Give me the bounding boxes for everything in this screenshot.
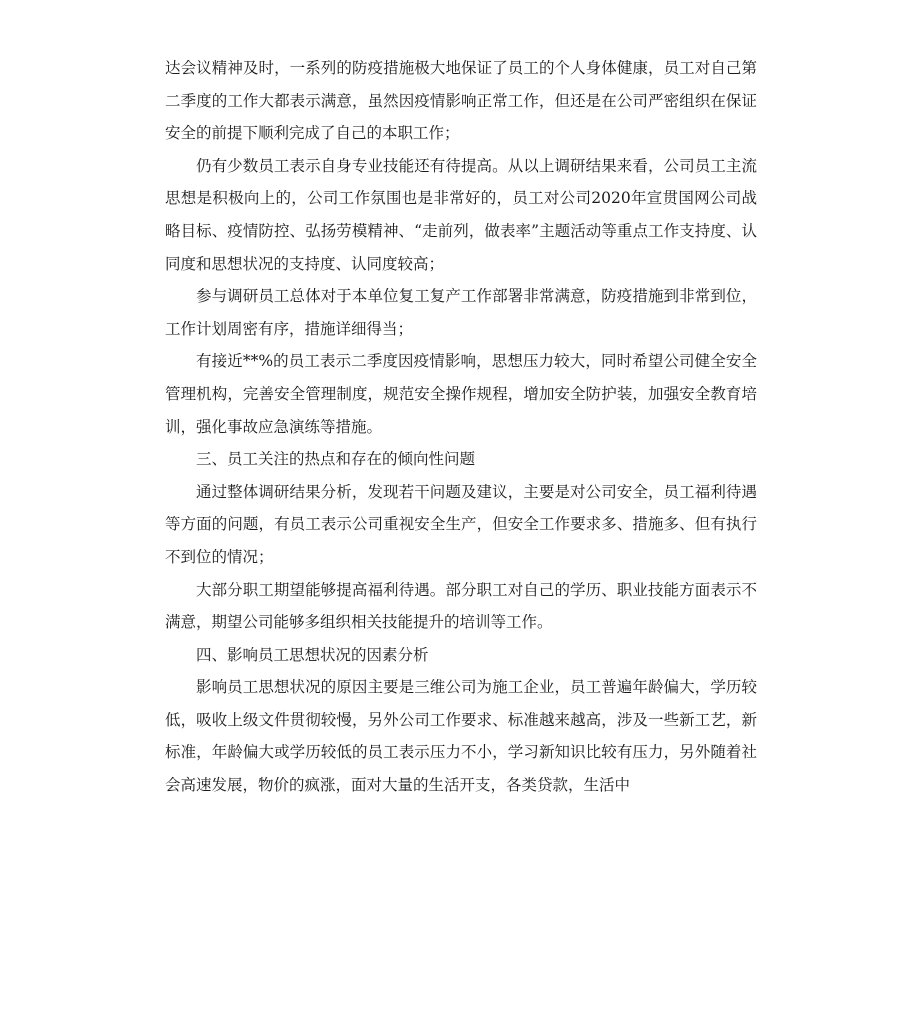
section-heading-factors: 四、影响员工思想状况的因素分析 (196, 645, 429, 664)
paragraph-continuation: 达会议精神及时，一系列的防疫措施极大地保证了员工的个人身体健康，员工对自己第二季度的工作大都表示满意，虽然因疫情影响正常工作，但还是在公司严密组织在保证安全的前提下顺利完成了自己的本职工作； (165, 59, 757, 143)
paragraph-analysis: 通过整体调研结果分析，发现若干问题及建议，主要是对公司安全，员工福利待遇等方面的问题，有员工表示公司重视安全生产，但安全工作要求多、措施多、但有执行不到位的情况； (165, 482, 757, 566)
paragraph-factors: 影响员工思想状况的原因主要是三维公司为施工企业，员工普遍年龄偏大，学历较低，吸收上级文件贯彻较慢，另外公司工作要求、标准越来越高，涉及一些新工艺，新标准，年龄偏大或学历较低的员工表示压力不小，学习新知识比较有压力，另外随着社会高速发展，物价的疯涨，面对大量的生活开支，各类贷款，生活中 (165, 678, 757, 795)
paragraph-skills: 仍有少数员工表示自身专业技能还有待提高。从以上调研结果来看，公司员工主流思想是积极向上的，公司工作氛围也是非常好的，员工对公司2020年宣贯国网公司战略目标、疫情防控、弘扬劳模精神、“走前列，做表率”主题活动等重点工作支持度、认同度和思想状况的支持度、认同度较高； (165, 156, 757, 273)
paragraph-welfare: 大部分职工期望能够提高福利待遇。部分职工对自己的学历、职业技能方面表示不满意，期望公司能够多组织相关技能提升的培训等工作。 (165, 580, 757, 632)
document-body (165, 52, 757, 802)
paragraph-satisfaction: 参与调研员工总体对于本单位复工复产工作部署非常满意，防疫措施到非常到位，工作计划周密有序，措施详细得当； (165, 287, 757, 338)
paragraph-pressure: 有接近**%的员工表示二季度因疫情影响，思想压力较大，同时希望公司健全安全管理机构，完善安全管理制度，规范安全操作规程，增加安全防护装，加强安全教育培训，强化事故应急演练等措施。 (165, 352, 757, 436)
section-heading-hotspots: 三、员工关注的热点和存在的倾向性问题 (196, 450, 476, 469)
